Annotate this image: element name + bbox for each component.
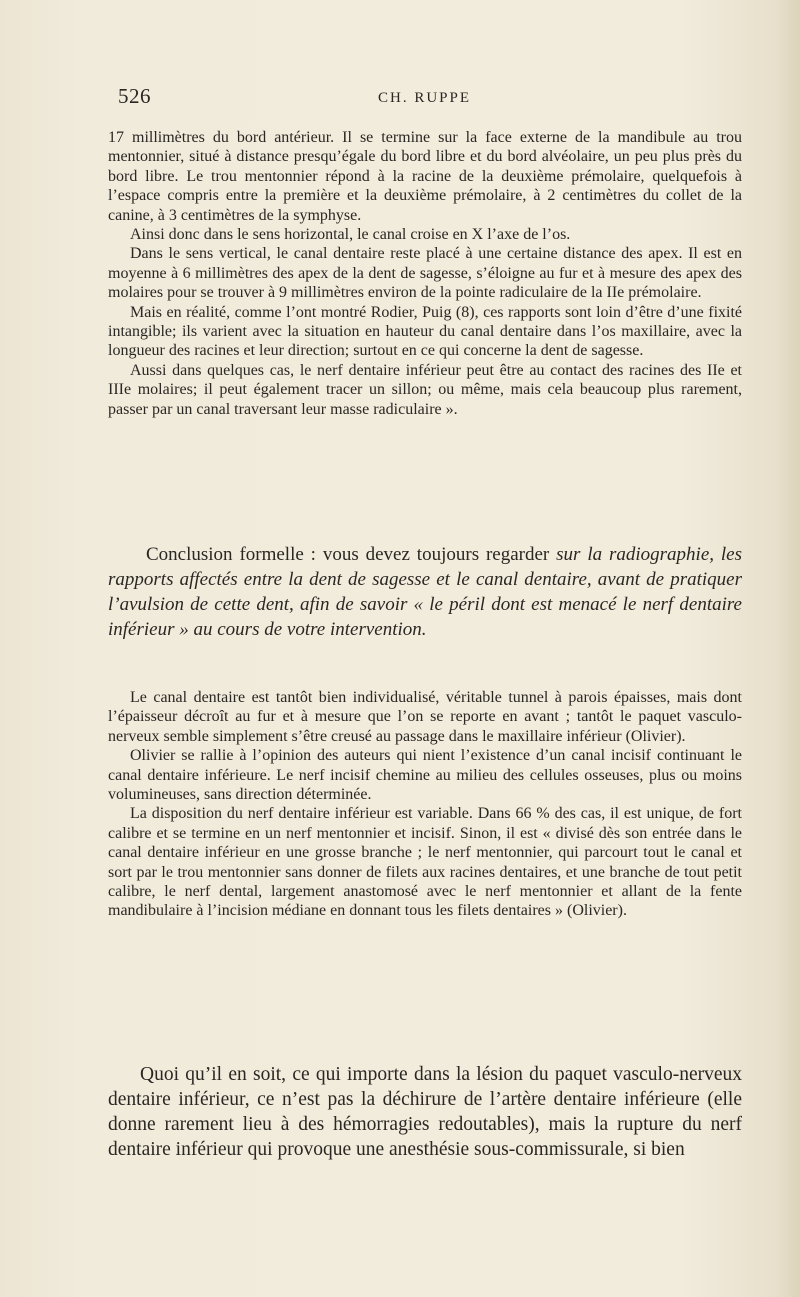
paragraph: Le canal dentaire est tantôt bien individualisé, véritable tunnel à parois épaisses, mais dont l’épaisseur décroît au fur et à mesure que l’on se reporte en avant ; tantôt le paquet vasculo-nerveux semble simplement s’être creusé au passage dans le maxillaire inférieur (Olivier).	[108, 689, 742, 745]
canal-description-section	[108, 688, 742, 921]
paragraph: Quoi qu’il en soit, ce qui importe dans la lésion du paquet vasculo-nerveux dentaire inférieur, ce n’est pas la déchirure de l’artère dentaire inférieure (elle donne rarement lieu à des hémorragies redoutables), mais la rupture du nerf dentaire inférieur qui provoque une anesthésie sous-commissurale, si bien	[108, 1064, 742, 1160]
paragraph: Mais en réalité, comme l’ont montré Rodier, Puig (8), ces rapports sont loin d’être d’une fixité intangible; ils varient avec la situation en hauteur du canal dentaire dans l’os maxillaire, avec la longueur des racines et leur direction; surtout en ce qui concerne la dent de sagesse.	[108, 303, 742, 360]
paragraph: Dans le sens vertical, le canal dentaire reste placé à une certaine distance des apex. Il est en moyenne à 6 millimètres des apex de la dent de sagesse, s’éloigne au fur et à mesure des apex des molaires pour se trouver à 9 millimètres environ de la pointe radiculaire de la IIe prémolaire.	[108, 245, 742, 302]
paragraph: Ainsi donc dans le sens horizontal, le canal croise en X l’axe de l’os.	[130, 226, 571, 244]
conclusion-lead: Conclusion formelle : vous devez toujours regarder	[146, 544, 557, 565]
paragraph: 17 millimètres du bord antérieur. Il se termine sur la face externe de la mandibule au trou mentonnier, situé à distance presqu’égale du bord libre et du bord alvéolaire, un peu plus près du bord libre. Le trou mentonnier répond à la racine de la deuxième prémolaire, quelquefois à l’espace compris entre la première et la deuxième prémolaire, à 2 centimètres du collet de la canine, à 3 centimètres de la symphyse.	[108, 129, 742, 224]
paragraph: La disposition du nerf dentaire inférieur est variable. Dans 66 % des cas, il est unique, de fort calibre et se termine en un nerf mentonnier et incisif. Sinon, il est « divisé dès son entrée dans le canal dentaire inférieur en une grosse branche ; le nerf mentonnier, qui parcourt tout le canal et sort par le trou mentonnier sans donner de filets aux racines dentaires, et une branche de tout petit calibre, le nerf dental, largement anastomosé avec le nerf mentonnier et allant de la fente mandibulaire à l’incision médiane en donnant tous les filets dentaires » (Olivier).	[108, 805, 742, 920]
page-header	[108, 84, 742, 114]
page-number: 526	[118, 84, 151, 108]
conclusion-paragraph	[108, 542, 742, 642]
paragraph: Aussi dans quelques cas, le nerf dentaire inférieur peut être au contact des racines des IIe et IIIe molaires; il peut également tracer un sillon; ou même, mais cela beaucoup plus rarement, passer par un canal traversant leur masse radiculaire ».	[108, 361, 742, 418]
paragraph: Olivier se rallie à l’opinion des auteurs qui nient l’existence d’un canal incisif continuant le canal dentaire inférieure. Le nerf incisif chemine au milieu des cellules osseuses, plus ou moins volumineuses, sans direction déterminée.	[108, 747, 742, 804]
running-head: CH. RUPPE	[378, 90, 472, 106]
conclusion-emphasis: sur la radiographie, les rapports affectés entre la dent de sagesse et le canal dentaire, avant de pratiquer l’avulsion de cette dent, afin de savoir « le péril dont est menacé le nerf dentaire inférieur » au cours de votre intervention.	[108, 544, 742, 640]
final-section	[108, 1062, 742, 1162]
conclusion-section	[108, 542, 742, 642]
quoted-anatomy-section	[108, 128, 742, 419]
